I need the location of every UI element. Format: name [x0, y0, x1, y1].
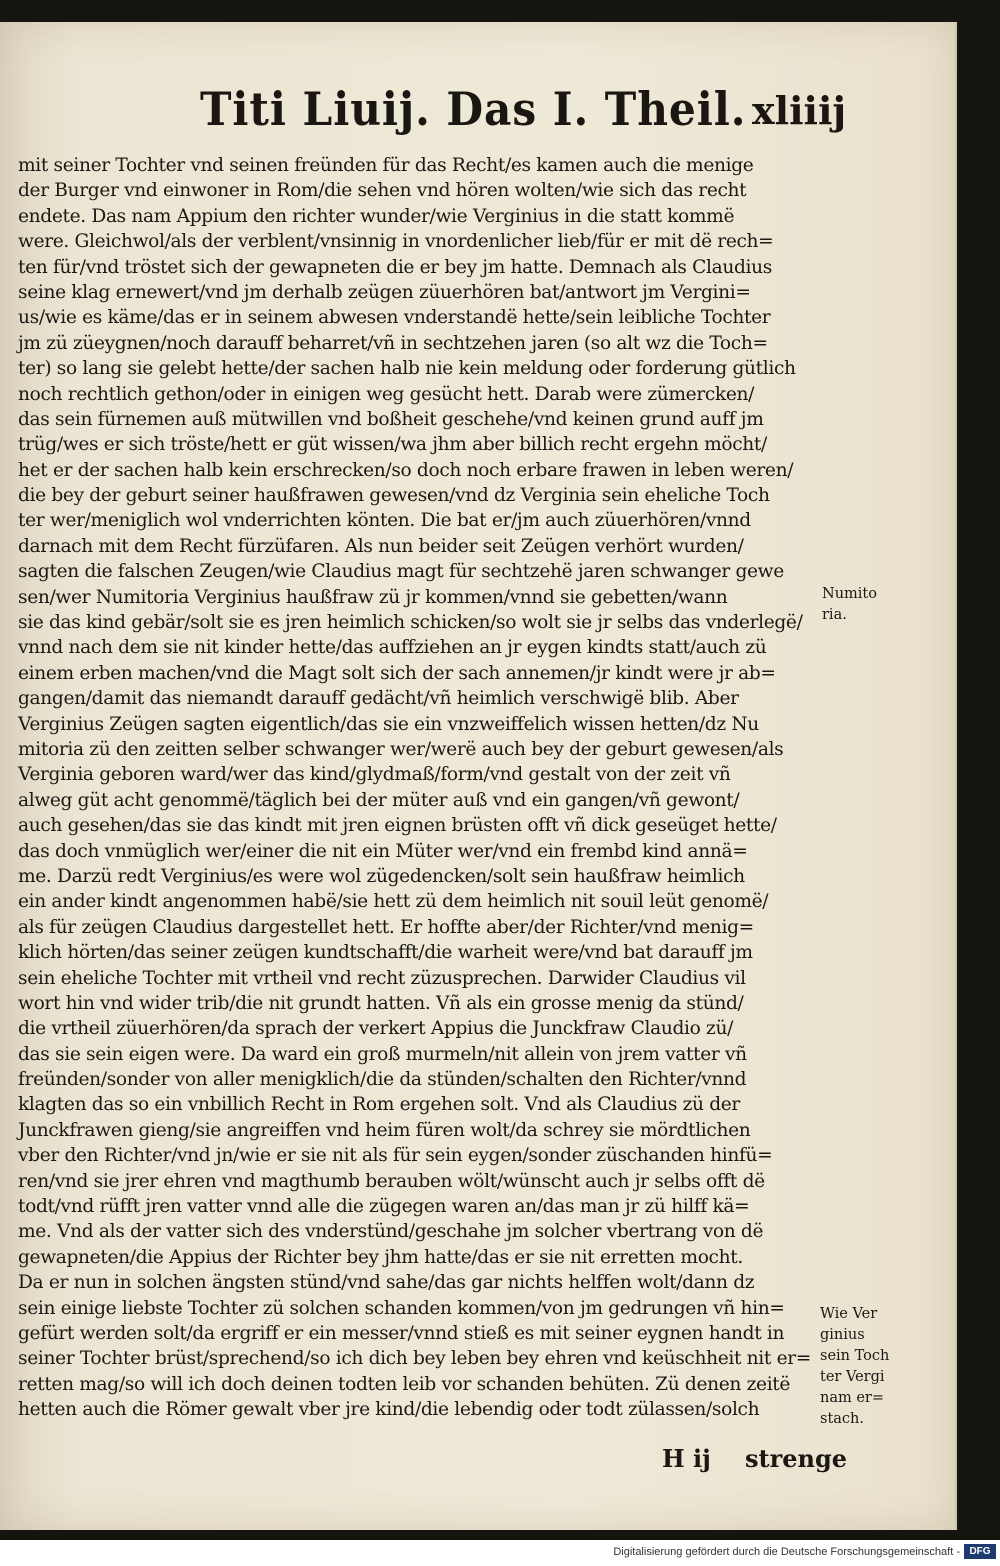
text-line: Verginia geboren ward/wer das kind/glydmaß/form/vnd gestalt von der zeit vñ [18, 764, 731, 786]
text-line: freünden/sonder von aller menigklich/die da stünden/schalten den Richter/vnnd [18, 1069, 747, 1091]
text-line: mitoria zü den zeitten selber schwanger wer/werë auch bey der geburt gewesen/als [18, 738, 784, 760]
catchword: strenge [745, 1444, 848, 1473]
text-line: ren/vnd sie jrer ehren vnd magthumb berauben wölt/wünscht auch jr selbs offt dë [18, 1170, 765, 1192]
text-line: darnach mit dem Recht fürzüfaren. Als nun beider seit Zeügen verhört wurden/ [18, 535, 744, 557]
text-line: ter wer/meniglich wol vnderrichten könten. Die bat er/jm auch züuerhören/vnnd [18, 510, 751, 532]
marginal-line: nam er= [820, 1390, 885, 1406]
text-line: gangen/damit das niemandt darauff gedächt/vñ heimlich verschwigë blib. Aber [18, 688, 739, 710]
credit-bar [0, 1540, 1000, 1566]
text-line: das doch vnmüglich wer/einer die nit ein Müter wer/vnd ein frembd kind annä= [18, 840, 748, 862]
text-line: ter) so lang sie gelebt hette/der sachen halb nie kein meldung oder forderung gütlich [18, 358, 796, 380]
text-line: sein einige liebste Tochter zü solchen schanden kommen/von jm gedrungen vñ hin= [18, 1297, 785, 1319]
text-line: us/wie es käme/das er in seinem abwesen vnderstandë hette/sein leibliche Tochter [18, 307, 771, 329]
marginal-line: stach. [820, 1411, 864, 1427]
text-line: ein ander kindt angenommen habë/sie hett zü dem heimlich nit souil leüt genomë/ [18, 891, 769, 913]
text-line: der Burger vnd einwoner in Rom/die sehen vnd hören wolten/wie sich das recht [18, 180, 747, 202]
text-line: Verginius Zeügen sagten eigentlich/das sie ein vnzweiffelich wissen hetten/dz Nu [18, 713, 759, 735]
marginal-line: ria. [822, 607, 847, 623]
text-line: noch rechtlich gethon/oder in einigen weg gesücht hett. Darab were zümercken/ [18, 383, 755, 405]
marginal-line: ter Vergi [820, 1369, 885, 1385]
text-line: gewapneten/die Appius der Richter bey jhm hatte/das er sie nit erretten mocht. [18, 1246, 743, 1268]
text-line: hetten auch die Römer gewalt vber jre kind/die lebendig oder todt zülassen/solch [18, 1399, 760, 1421]
text-line: mit seiner Tochter vnd seinen freünden für das Recht/es kamen auch die menige [18, 155, 754, 176]
text-line: jm zü züeygnen/noch darauff beharret/vñ in sechtzehen jaren (so alt wz die Toch= [18, 332, 768, 354]
text-line: me. Vnd als der vatter sich des vnderstünd/geschahe jm solcher vbertrang von dë [18, 1221, 764, 1243]
text-line: gefürt werden solt/da ergriff er ein messer/vnnd stieß es mit seiner eygnen handt in [18, 1322, 785, 1344]
text-line: sein eheliche Tochter mit vrtheil vnd recht züzusprechen. Darwider Claudius vil [18, 967, 746, 989]
text-line: auch gesehen/das sie das kindt mit jren eignen brüsten offt vñ dick geseüget hette/ [18, 815, 777, 837]
text-line: Junckfrawen gieng/sie angreiffen vnd heim füren wolt/da schrey sie mördtlichen [18, 1119, 751, 1141]
text-line: sie das kind gebär/solt sie es jren heimlich schicken/so wolt sie jr selbs das vnderlegë/ [18, 612, 803, 634]
text-line: wort hin vnd wider trib/die nit grundt hatten. Vñ als ein grosse menig da stünd/ [18, 992, 744, 1014]
text-line: trüg/wes er sich tröste/hett er güt wissen/wa jhm aber billich recht ergehn möcht/ [18, 434, 767, 456]
folio-number: xliiij [752, 88, 847, 133]
text-line: retten mag/so will ich doch deinen todten leib vor schanden behüten. Zü denen zeitë [18, 1373, 791, 1395]
text-line: die vrtheil züuerhören/da sprach der verkert Appius die Junckfraw Claudio zü/ [18, 1018, 734, 1040]
text-line: das sie sein eigen were. Da ward ein groß murmeln/nit allein von jrem vatter vñ [18, 1043, 747, 1065]
text-line: sen/wer Numitoria Verginius haußfraw zü jr kommen/vnnd sie gebetten/wann [18, 586, 728, 608]
text-line: das sein fürnemen auß mütwillen vnd boßheit geschehe/vnd keinen grund auff jm [18, 408, 764, 430]
text-line: alweg güt acht genommë/täglich bei der müter auß vnd ein gangen/vñ gewont/ [18, 789, 740, 811]
dfg-logo-icon[interactable]: DFG [964, 1544, 996, 1559]
text-line: me. Darzü redt Verginius/es were wol zügedencken/solt sein haußfraw heimlich [18, 865, 745, 887]
text-line: vnnd nach dem sie nit kinder hette/das auffziehen an jr eygen kindts statt/auch zü [18, 637, 767, 659]
signature-mark: H ij [662, 1444, 711, 1473]
text-line: were. Gleichwol/als der verblent/vnsinnig in vnordenlicher lieb/für er mit dë rech= [18, 231, 774, 253]
marginal-note-verginius [820, 1304, 889, 1430]
marginal-note-numitoria [822, 584, 877, 626]
text-line: vber den Richter/vnd jn/wie er sie nit als für sein eygen/sonder züschanden hinfü= [18, 1145, 773, 1167]
credit-text: Digitalisierung gefördert durch die Deutsche Forschungsgemeinschaft - [613, 1546, 960, 1558]
text-line: endete. Das nam Appium den richter wunder/wie Verginius in die statt kommë [18, 205, 735, 227]
text-line: als für zeügen Claudius dargestellet hett. Er hoffte aber/der Richter/vnd menig= [18, 916, 754, 938]
marginal-line: sein Toch [820, 1348, 890, 1364]
text-line: klagten das so ein vnbillich Recht in Rom ergehen solt. Vnd als Claudius zü der [18, 1094, 740, 1116]
text-line: seiner Tochter brüst/sprechend/so ich dich bey leben bey ehren vnd keüschheit nit er= [18, 1348, 811, 1370]
text-line: die bey der geburt seiner haußfrawen gewesen/vnd dz Verginia sein eheliche Toch [18, 485, 770, 507]
text-line: sagten die falschen Zeugen/wie Claudius magt für sechtzehë jaren schwanger gewe [18, 561, 784, 583]
page-header [0, 82, 955, 152]
body-text [18, 153, 818, 1423]
text-line: seine klag ernewert/vnd jm derhalb zeügen züuerhören bat/antwort jm Vergini= [18, 281, 751, 303]
marginal-line: ginius [820, 1327, 865, 1343]
text-line: einem erben machen/vnd die Magt solt sich der sach annemen/jr kindt were jr ab= [18, 662, 776, 684]
text-line: Da er nun in solchen ängsten stünd/vnd sahe/das gar nichts helffen wolt/dann dz [18, 1272, 755, 1294]
marginal-line: Numito [822, 586, 877, 602]
text-line: klich hörten/das seiner zeügen kundtschafft/die warheit were/vnd bat darauff jm [18, 942, 753, 964]
text-line: het er der sachen halb kein erschrecken/so doch noch erbare frawen in leben weren/ [18, 459, 794, 481]
text-line: todt/vnd rüfft jren vatter vnnd alle die zügegen waren an/das man jr zü hilff kä= [18, 1196, 750, 1218]
text-line: ten für/vnd tröstet sich der gewapneten die er bey jm hatte. Demnach als Claudius [18, 256, 772, 278]
marginal-line: Wie Ver [820, 1306, 878, 1322]
book-page [0, 22, 957, 1530]
running-title: Titi Liuij. Das I. Theil. [200, 82, 747, 136]
